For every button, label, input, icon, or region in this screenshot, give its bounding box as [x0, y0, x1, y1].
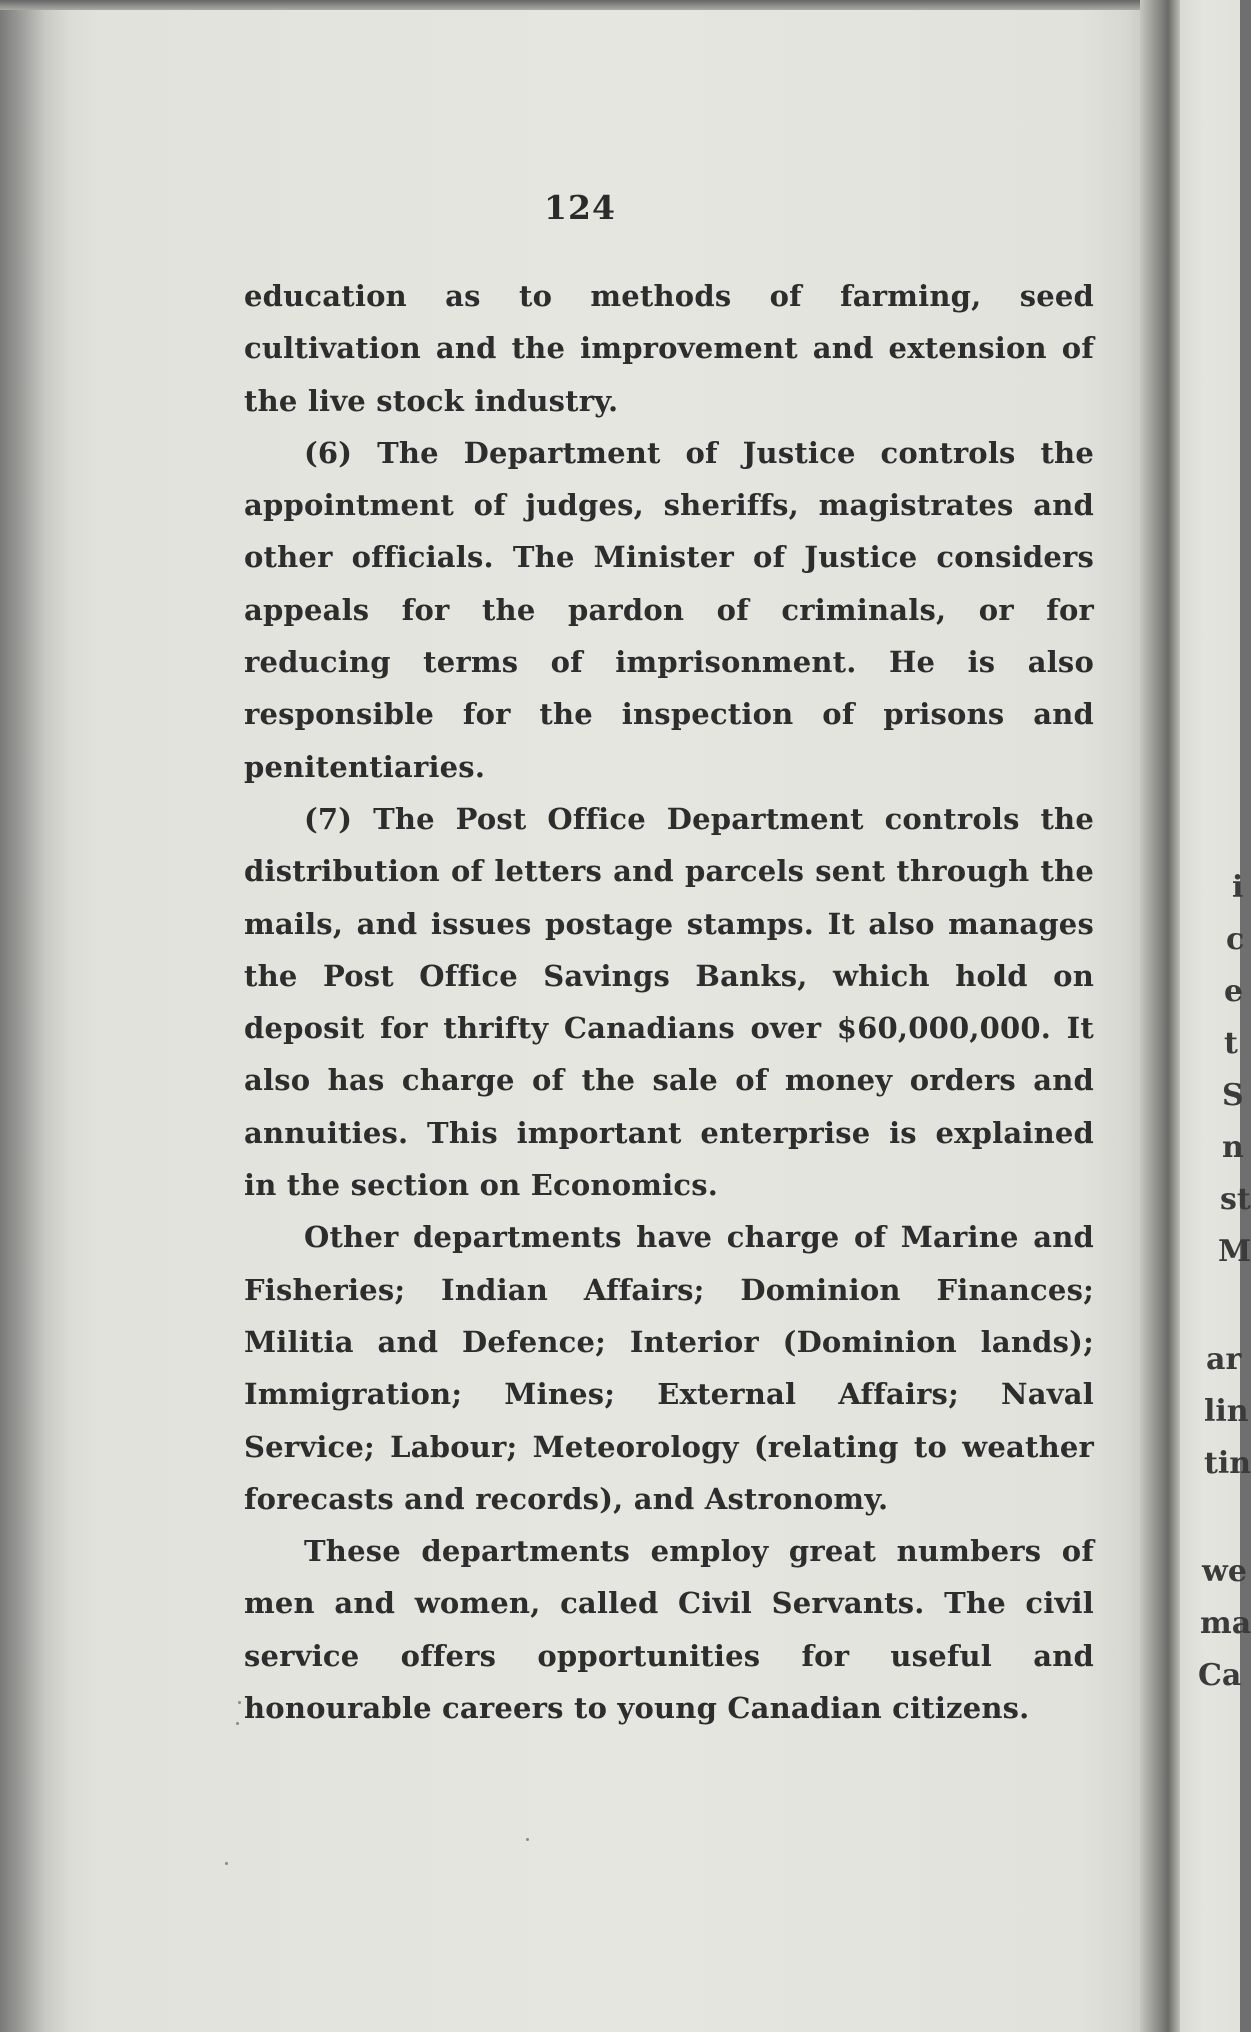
paper-speck — [526, 1838, 529, 1841]
paragraph-civil-servants: These departments employ great numbers of men and women, called Civil Servants. The civil service offers opportunities for useful and honourable careers to young Canadian citizens. — [244, 1534, 1094, 1726]
facing-fragment: i — [1232, 870, 1244, 905]
paper-speck — [238, 1701, 241, 1704]
facing-fragment: Ca — [1198, 1658, 1242, 1693]
facing-fragment: M — [1218, 1234, 1251, 1269]
paragraph-continuation: education as to methods of farming, seed cultivation and the improvement and extension of the live stock industry. — [244, 279, 1094, 418]
facing-fragment: st — [1220, 1182, 1251, 1217]
facing-fragment: c — [1226, 922, 1245, 957]
facing-fragment: t — [1224, 1026, 1238, 1061]
facing-fragment: lin — [1204, 1394, 1249, 1429]
facing-page — [1180, 0, 1251, 2032]
facing-fragment: S — [1222, 1078, 1244, 1113]
paragraph-other-departments: Other departments have charge of Marine and Fisheries; Indian Affairs; Dominion Finances; Militia and Defence; Interior (Dominion lands); Immigration; Mines; External Affairs; Naval Service; Labour; Meteorology (relating to weather forecasts and records), and Astronomy. — [244, 1220, 1094, 1516]
facing-fragment: tin — [1204, 1446, 1251, 1481]
paragraph-justice: (6) The Department of Justice controls the appointment of judges, sheriffs, magistrates and other officials. The Minister of Justice considers appeals for the pardon of criminals, or for reducing terms of imprisonment. He is also responsible for the inspection of prisons and penitentiaries. — [244, 435, 1094, 784]
facing-fragment: n — [1222, 1130, 1244, 1165]
facing-fragment: e — [1224, 974, 1244, 1009]
paragraph-post-office: (7) The Post Office Department controls the distribution of letters and parcels sent through the mails, and issues postage stamps. It also manages the Post Office Savings Banks, which hold on deposit for thrifty Canadians over $60,000,000. It also has charge of the sale of money orders and annuities. This important enterprise is explained in the section on Economics. — [244, 801, 1094, 1203]
page-number: 124 — [544, 188, 616, 227]
facing-fragment: we — [1202, 1554, 1247, 1589]
body-text — [244, 270, 1094, 1734]
facing-fragment: ar — [1206, 1342, 1242, 1377]
gutter-shadow — [1140, 0, 1180, 2032]
paper-speck — [236, 1722, 239, 1725]
paper-speck — [225, 1862, 228, 1865]
facing-fragment: ma — [1200, 1606, 1251, 1641]
